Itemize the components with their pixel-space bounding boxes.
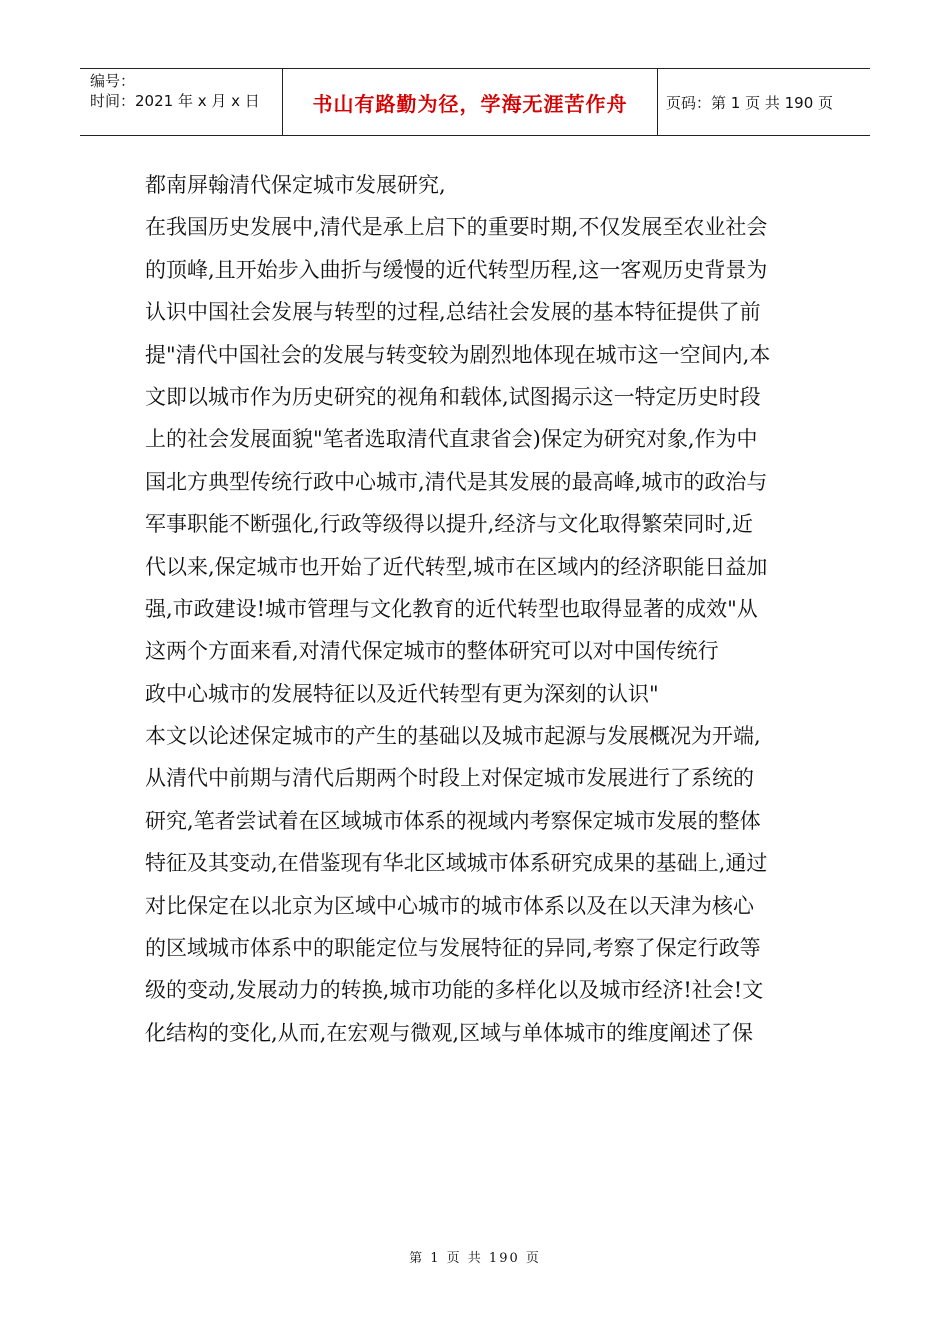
text-line: 特征及其变动,在借鉴现有华北区域城市体系研究成果的基础上,通过 bbox=[145, 851, 768, 876]
text-line: 军事职能不断强化,行政等级得以提升,经济与文化取得繁荣同时,近 bbox=[145, 512, 754, 537]
text-line: 代以来,保定城市也开始了近代转型,城市在区域内的经济职能日益加 bbox=[145, 554, 768, 579]
header-page-info: 页码：第 1 页 共 190 页 bbox=[666, 93, 834, 112]
text-line: 化结构的变化,从而,在宏观与微观,区域与单体城市的维度阐述了保 bbox=[145, 1020, 754, 1045]
header-meta-cell bbox=[80, 69, 283, 135]
page-header bbox=[80, 68, 870, 136]
text-line: 上的社会发展面貌"笔者选取清代直隶省会)保定为研究对象,作为中 bbox=[145, 427, 758, 452]
text-line: 政中心城市的发展特征以及近代转型有更为深刻的认识" bbox=[145, 681, 659, 706]
text-line: 本文以论述保定城市的产生的基础以及城市起源与发展概况为开端, bbox=[145, 724, 761, 749]
text-line: 都南屏翰清代保定城市发展研究, bbox=[145, 173, 446, 197]
text-line: 级的变动,发展动力的转换,城市功能的多样化以及城市经济!社会!文 bbox=[145, 978, 764, 1003]
text-line: 在我国历史发展中,清代是承上启下的重要时期,不仅发展至农业社会 bbox=[145, 215, 768, 240]
text-line: 研究,笔者尝试着在区域城市体系的视域内考察保定城市发展的整体 bbox=[145, 808, 761, 833]
text-line: 对比保定在以北京为区域中心城市的城市体系以及在以天津为核心 bbox=[145, 893, 754, 918]
document-body bbox=[145, 164, 810, 1054]
text-line: 国北方典型传统行政中心城市,清代是其发展的最高峰,城市的政治与 bbox=[145, 469, 768, 494]
text-line: 文即以城市作为历史研究的视角和载体,试图揭示这一特定历史时段 bbox=[145, 384, 761, 409]
text-line: 认识中国社会发展与转型的过程,总结社会发展的基本特征提供了前 bbox=[145, 300, 761, 325]
page-footer: 第 1 页 共 190 页 bbox=[409, 1251, 541, 1266]
text-line: 提"清代中国社会的发展与转变较为剧烈地体现在城市这一空间内,本 bbox=[145, 342, 771, 367]
text-line: 强,市政建设!城市管理与文化教育的近代转型也取得显著的成效"从 bbox=[145, 596, 758, 621]
text-line: 这两个方面来看,对清代保定城市的整体研究可以对中国传统行 bbox=[145, 639, 719, 664]
text-line: 的顶峰,且开始步入曲折与缓慢的近代转型历程,这一客观历史背景为 bbox=[145, 257, 768, 282]
text-line: 的区域城市体系中的职能定位与发展特征的异同,考察了保定行政等 bbox=[145, 936, 761, 961]
document-date-label: 时间：2021 年 x 月 x 日 bbox=[90, 92, 260, 110]
text-line: 从清代中前期与清代后期两个时段上对保定城市发展进行了系统的 bbox=[145, 766, 754, 791]
document-number-label: 编号： bbox=[90, 72, 136, 90]
header-motto: 书山有路勤为径，学海无涯苦作舟 bbox=[283, 69, 658, 135]
